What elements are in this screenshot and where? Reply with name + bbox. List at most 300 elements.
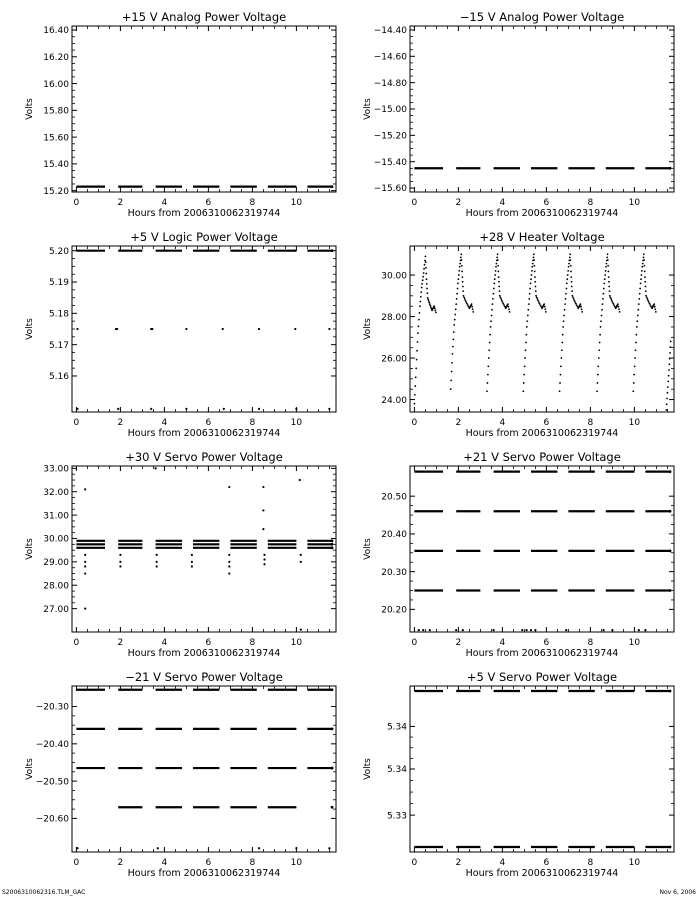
data-point	[507, 303, 509, 305]
data-point	[599, 342, 601, 344]
y-tick-label: 26.00	[381, 354, 407, 365]
data-point	[228, 561, 230, 563]
data-point	[667, 392, 669, 394]
y-tick-label: −14.40	[373, 26, 407, 37]
data-point	[452, 346, 454, 348]
data-point	[421, 283, 423, 285]
data-point	[639, 288, 641, 290]
data-point	[668, 369, 670, 371]
data-point	[472, 308, 474, 310]
data-point	[669, 846, 672, 849]
chart-panel-8	[363, 670, 674, 879]
y-tick-label: 16.40	[43, 26, 69, 37]
data-point	[581, 308, 583, 310]
y-tick-label: −15.60	[373, 184, 407, 195]
data-point	[669, 510, 672, 513]
data-point	[535, 295, 537, 297]
data-point	[599, 334, 601, 336]
x-tick-label: 8	[249, 418, 256, 428]
data-point	[567, 270, 569, 272]
data-point	[527, 309, 529, 311]
data-point	[458, 278, 460, 280]
y-tick-label: 5.34	[386, 765, 407, 776]
y-tick-label: 29.00	[43, 558, 69, 569]
x-tick-label: 4	[499, 418, 506, 428]
data-point	[417, 332, 419, 334]
data-point	[191, 554, 193, 556]
data-point	[644, 281, 646, 283]
data-point	[331, 546, 334, 549]
data-point	[612, 301, 614, 303]
data-point	[526, 320, 528, 322]
data-point	[155, 467, 157, 469]
data-point	[156, 554, 158, 556]
y-tick-label: 32.00	[43, 487, 69, 498]
x-tick-label: 2	[455, 198, 462, 208]
data-point	[565, 293, 567, 295]
data-point	[499, 295, 501, 297]
data-point	[644, 271, 646, 273]
data-point	[191, 565, 193, 567]
data-point	[635, 342, 637, 344]
data-point	[490, 320, 492, 322]
x-axis-label: Hours from 2006310062319744	[465, 868, 619, 879]
data-point	[571, 295, 573, 297]
data-point	[262, 509, 264, 511]
data-point	[635, 349, 637, 351]
data-point	[495, 270, 497, 272]
data-point	[263, 563, 265, 565]
data-point	[487, 374, 489, 376]
data-point	[573, 300, 575, 302]
data-point	[559, 390, 561, 392]
data-point	[571, 281, 573, 283]
data-point	[495, 266, 497, 268]
data-point	[465, 301, 467, 303]
data-point	[456, 293, 458, 295]
data-point	[634, 357, 636, 359]
data-point	[150, 408, 152, 410]
x-tick-label: 8	[249, 858, 256, 868]
data-point	[563, 320, 565, 322]
x-tick-label: 2	[455, 858, 462, 868]
data-point	[427, 299, 429, 301]
data-point	[598, 357, 600, 359]
data-point	[430, 306, 432, 308]
data-point	[640, 278, 642, 280]
x-tick-label: 4	[161, 418, 168, 428]
data-point	[645, 295, 647, 297]
data-point	[328, 847, 330, 849]
data-point	[610, 298, 612, 300]
data-point	[534, 281, 536, 283]
data-point	[461, 265, 463, 267]
data-point	[462, 281, 464, 283]
x-tick-label: 6	[205, 858, 212, 868]
data-point	[452, 353, 454, 355]
data-point	[619, 311, 621, 313]
chart-title: +21 V Servo Power Voltage	[463, 450, 621, 464]
data-point	[463, 295, 465, 297]
data-point	[607, 259, 609, 261]
data-point	[607, 253, 609, 255]
data-point	[498, 281, 500, 283]
y-tick-label: 24.00	[381, 395, 407, 406]
data-point	[618, 308, 620, 310]
data-point	[258, 328, 260, 330]
data-point	[521, 629, 523, 631]
x-tick-label: 6	[543, 418, 550, 428]
data-point	[509, 311, 511, 313]
data-point	[429, 629, 431, 631]
y-tick-label: 16.20	[43, 52, 69, 63]
data-point	[416, 359, 418, 361]
data-point	[669, 167, 672, 170]
data-point	[639, 293, 641, 295]
data-point	[461, 276, 463, 278]
data-point	[597, 374, 599, 376]
x-tick-label: 10	[290, 198, 303, 208]
data-point	[295, 847, 297, 849]
data-point	[454, 319, 456, 321]
data-point	[669, 358, 671, 360]
data-point	[499, 290, 501, 292]
data-point	[418, 319, 420, 321]
x-tick-label: 4	[499, 198, 506, 208]
data-point	[534, 629, 536, 631]
y-axis-label: Volts	[363, 318, 373, 340]
data-point	[669, 352, 671, 354]
data-point	[496, 263, 498, 265]
data-point	[228, 486, 230, 488]
data-point	[500, 298, 502, 300]
y-tick-label: 20.40	[381, 530, 407, 541]
data-point	[262, 486, 264, 488]
data-point	[605, 270, 607, 272]
data-point	[423, 272, 425, 274]
data-point	[564, 309, 566, 311]
y-axis-label: Volts	[363, 98, 373, 120]
x-tick-label: 0	[411, 198, 418, 208]
data-point	[415, 368, 417, 370]
data-point	[419, 312, 421, 314]
data-point	[489, 342, 491, 344]
y-tick-label: −14.80	[373, 78, 407, 89]
data-point	[635, 334, 637, 336]
data-point	[569, 253, 571, 255]
data-point	[119, 561, 121, 563]
data-point	[569, 257, 571, 259]
x-tick-label: 6	[543, 198, 550, 208]
data-point	[420, 291, 422, 293]
data-point	[636, 320, 638, 322]
footer-filename: S2006310062316.TLM_GAC	[2, 889, 86, 896]
data-point	[525, 349, 527, 351]
data-point	[458, 270, 460, 272]
data-point	[228, 565, 230, 567]
data-point	[491, 315, 493, 317]
chart-panel-3	[25, 230, 336, 439]
data-point	[498, 286, 500, 288]
chart-panel-2	[363, 10, 674, 219]
data-point	[534, 276, 536, 278]
data-point	[151, 328, 153, 330]
data-point	[434, 307, 436, 309]
data-point	[644, 276, 646, 278]
data-point	[331, 185, 334, 188]
data-point	[459, 266, 461, 268]
data-point	[574, 301, 576, 303]
data-point	[667, 386, 669, 388]
data-point	[526, 629, 528, 631]
data-point	[487, 365, 489, 367]
data-point	[529, 288, 531, 290]
footer-date: Nov 6, 2006	[659, 889, 696, 896]
data-point	[426, 283, 428, 285]
data-point	[529, 293, 531, 295]
data-point	[669, 346, 671, 348]
data-point	[530, 629, 532, 631]
x-tick-label: 6	[205, 418, 212, 428]
data-point	[570, 265, 572, 267]
data-point	[530, 282, 532, 284]
data-point	[613, 304, 615, 306]
data-point	[640, 282, 642, 284]
data-point	[503, 304, 505, 306]
data-point	[538, 301, 540, 303]
data-point	[331, 249, 334, 252]
data-point	[428, 300, 430, 302]
data-point	[609, 290, 611, 292]
data-point	[426, 288, 428, 290]
data-point	[258, 847, 260, 849]
y-tick-label: −15.40	[373, 157, 407, 168]
y-tick-label: 5.34	[386, 722, 407, 733]
chart-panel-7	[25, 670, 336, 879]
data-point	[638, 629, 640, 631]
data-point	[566, 282, 568, 284]
x-tick-label: 6	[543, 638, 550, 648]
data-point	[491, 309, 493, 311]
data-point	[331, 806, 334, 809]
data-point	[459, 263, 461, 265]
x-axis-label: Hours from 2006310062319744	[465, 208, 619, 219]
data-point	[493, 288, 495, 290]
data-point	[488, 349, 490, 351]
data-point	[454, 314, 456, 316]
data-point	[669, 470, 672, 473]
x-tick-label: 10	[290, 858, 303, 868]
x-tick-label: 6	[543, 858, 550, 868]
plot-frame	[410, 246, 674, 412]
data-point	[465, 300, 467, 302]
data-point	[494, 274, 496, 276]
x-tick-label: 2	[455, 418, 462, 428]
x-tick-label: 10	[628, 198, 641, 208]
x-tick-label: 2	[117, 198, 124, 208]
data-point	[435, 312, 437, 314]
data-point	[611, 300, 613, 302]
y-tick-label: 15.40	[43, 160, 69, 171]
x-axis-label: Hours from 2006310062319744	[127, 428, 281, 439]
data-point	[462, 290, 464, 292]
data-point	[600, 320, 602, 322]
data-point	[460, 257, 462, 259]
data-point	[633, 382, 635, 384]
data-point	[500, 296, 502, 298]
data-point	[191, 561, 193, 563]
data-point	[530, 278, 532, 280]
data-point	[455, 303, 457, 305]
data-point	[414, 394, 416, 396]
x-tick-label: 0	[73, 858, 80, 868]
data-point	[597, 382, 599, 384]
data-point	[490, 326, 492, 328]
data-point	[508, 306, 510, 308]
data-point	[534, 265, 536, 267]
data-point	[76, 408, 78, 410]
data-point	[604, 278, 606, 280]
y-tick-label: 5.20	[48, 246, 69, 257]
data-point	[497, 259, 499, 261]
data-point	[580, 306, 582, 308]
y-axis-label: Volts	[25, 98, 35, 120]
data-point	[328, 328, 330, 330]
data-point	[573, 298, 575, 300]
plot-frame	[72, 26, 336, 192]
data-point	[467, 304, 469, 306]
data-point	[497, 265, 499, 267]
data-point	[426, 278, 428, 280]
data-point	[605, 266, 607, 268]
y-tick-label: −15.00	[373, 105, 407, 116]
data-point	[415, 376, 417, 378]
data-point	[570, 259, 572, 261]
x-tick-label: 8	[587, 198, 594, 208]
data-point	[461, 271, 463, 273]
data-point	[300, 629, 302, 631]
y-tick-label: 27.00	[43, 604, 69, 615]
chart-title: −21 V Servo Power Voltage	[125, 670, 283, 684]
x-tick-label: 2	[117, 858, 124, 868]
data-point	[607, 265, 609, 267]
data-point	[84, 608, 86, 610]
data-point	[119, 554, 121, 556]
data-point	[648, 301, 650, 303]
data-point	[608, 276, 610, 278]
y-tick-label: 28.00	[381, 312, 407, 323]
x-tick-label: 10	[628, 858, 641, 868]
data-point	[421, 287, 423, 289]
data-point	[646, 298, 648, 300]
data-point	[263, 558, 265, 560]
x-tick-label: 10	[628, 638, 641, 648]
data-point	[602, 298, 604, 300]
data-point	[606, 257, 608, 259]
data-point	[560, 374, 562, 376]
y-tick-label: −20.30	[35, 702, 69, 713]
data-point	[156, 565, 158, 567]
x-axis-label: Hours from 2006310062319744	[127, 868, 281, 879]
x-axis-label: Hours from 2006310062319744	[127, 648, 281, 659]
x-tick-label: 2	[117, 638, 124, 648]
plot-frame	[72, 246, 336, 412]
data-point	[667, 380, 669, 382]
data-point	[543, 303, 545, 305]
x-tick-label: 8	[587, 638, 594, 648]
x-tick-label: 0	[73, 198, 80, 208]
data-point	[544, 306, 546, 308]
data-point	[525, 342, 527, 344]
data-point	[531, 270, 533, 272]
data-point	[612, 303, 614, 305]
data-point	[457, 282, 459, 284]
data-point	[425, 261, 427, 263]
data-point	[463, 296, 465, 298]
data-point	[668, 363, 670, 365]
data-point	[488, 357, 490, 359]
data-point	[84, 565, 86, 567]
y-tick-label: 5.17	[48, 340, 69, 351]
data-point	[434, 309, 436, 311]
data-point	[525, 334, 527, 336]
data-point	[665, 409, 667, 411]
data-point	[487, 382, 489, 384]
data-point	[223, 408, 225, 410]
data-point	[426, 292, 428, 294]
data-point	[76, 847, 78, 849]
y-tick-label: 16.00	[43, 79, 69, 90]
y-tick-label: 20.50	[381, 492, 407, 503]
data-point	[534, 271, 536, 273]
data-point	[84, 554, 86, 556]
y-tick-label: 5.16	[48, 372, 69, 383]
data-point	[425, 273, 427, 275]
data-point	[423, 268, 425, 270]
chart-title: −15 V Analog Power Voltage	[459, 10, 625, 24]
data-point	[461, 259, 463, 261]
data-point	[565, 629, 567, 631]
data-point	[531, 274, 533, 276]
data-point	[643, 253, 645, 255]
chart-title: +15 V Analog Power Voltage	[121, 10, 287, 24]
data-point	[567, 274, 569, 276]
data-point	[422, 279, 424, 281]
data-point	[600, 326, 602, 328]
data-point	[637, 309, 639, 311]
data-point	[565, 298, 567, 300]
y-tick-label: 5.18	[48, 309, 69, 320]
y-axis-label: Volts	[25, 318, 35, 340]
data-point	[545, 311, 547, 313]
data-point	[427, 297, 429, 299]
data-point	[603, 282, 605, 284]
data-point	[450, 379, 452, 381]
data-point	[455, 629, 457, 631]
data-point	[598, 349, 600, 351]
data-point	[571, 286, 573, 288]
y-tick-label: −20.60	[35, 814, 69, 825]
data-point	[666, 403, 668, 405]
data-point	[228, 554, 230, 556]
data-point	[531, 266, 533, 268]
data-point	[294, 328, 296, 330]
data-point	[601, 309, 603, 311]
data-point	[566, 278, 568, 280]
data-point	[502, 301, 504, 303]
data-point	[501, 300, 503, 302]
data-point	[611, 629, 613, 631]
